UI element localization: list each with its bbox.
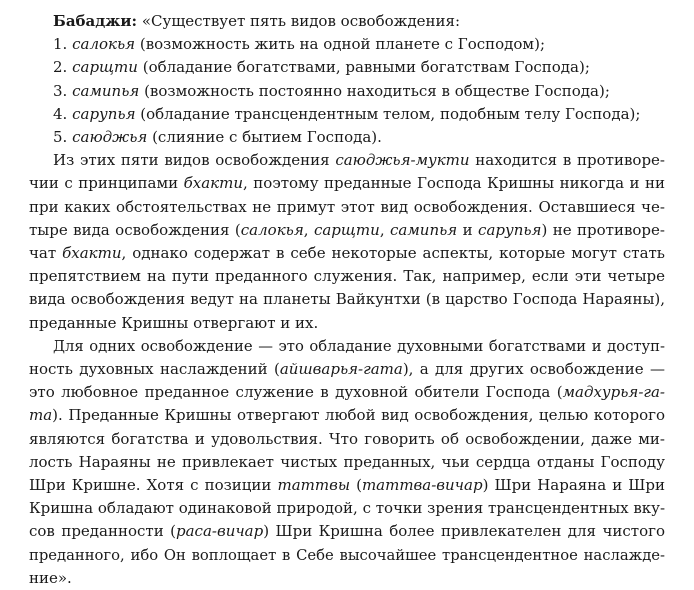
text-line [29, 196, 665, 219]
text-run: ). Преданные Кришны отвергают любой вид освобождения, целью которого [52, 406, 665, 425]
italic-term: самипья [72, 81, 140, 100]
text-line [29, 544, 665, 567]
text-line [29, 172, 665, 195]
italic-term: сарупья [478, 220, 542, 239]
speaker-label: Бабаджи: [53, 12, 138, 30]
text-line [29, 404, 665, 427]
text-line [29, 126, 665, 149]
text-run: ние». [29, 568, 72, 587]
text-run: находится в противоре- [469, 151, 665, 170]
italic-term: та [29, 406, 53, 425]
text-run: , [303, 220, 314, 239]
italic-term: салокья [72, 35, 136, 54]
italic-term: салокья [240, 220, 304, 239]
text-run: ность духовных наслаждений ( [29, 360, 280, 379]
text-line [29, 265, 665, 288]
text-line [29, 520, 665, 543]
text-line [29, 335, 665, 358]
text-run: Кришна обладают одинаковой природой, с точки зрения трансцендентных вку- [29, 499, 665, 518]
italic-term: мадхурья-га- [562, 383, 665, 402]
text-line [29, 242, 665, 265]
italic-term: сарупья [72, 104, 136, 123]
text-run: ) Шри Кришна более привлекателен для чистого [263, 522, 665, 541]
text-line [29, 381, 665, 404]
text-line [29, 149, 665, 172]
text-run: ), а для других освобождение — [402, 360, 665, 379]
text-run: преданные Кришны отвергают и их. [29, 313, 319, 332]
italic-term: раса-вичар [176, 522, 264, 541]
text-line [29, 103, 665, 126]
text-run: ) не противоре- [541, 220, 665, 239]
text-line [29, 288, 665, 311]
text-line [29, 358, 665, 381]
text-run: чат [29, 244, 63, 263]
text-run: вида освобождения ведут на планеты Вайкунтхи (в царство Господа Нараяны), [29, 290, 665, 309]
text-run: 4. [53, 104, 73, 123]
text-line [29, 10, 665, 33]
italic-term: таттвы [277, 476, 351, 495]
text-run: (обладание трансцендентным телом, подобным телу Господа); [135, 104, 641, 123]
text-run: Из этих пяти видов освобождения [53, 151, 336, 170]
italic-term: айшварья-гата [279, 360, 403, 379]
text-run: чии с принципами [29, 174, 184, 193]
text-run: ( [350, 476, 362, 495]
text-run: 1. [53, 35, 73, 54]
text-run: ) Шри Нараяна и Шри [482, 476, 665, 495]
italic-term: сарщти [72, 58, 138, 77]
text-line [29, 312, 665, 335]
text-run: (обладание богатствами, равными богатствам Господа); [137, 58, 590, 77]
text-run: , поэтому преданные Господа Кришны никогда и ни [243, 174, 665, 193]
italic-term: бхакти [183, 174, 244, 193]
text-run: (возможность постоянно находиться в обществе Господа); [139, 81, 610, 100]
text-line [29, 474, 665, 497]
text-run: лость Нараяны не привлекает чистых преданных, чьи сердца отданы Господу [29, 452, 665, 471]
italic-term: сарщти [313, 220, 380, 239]
text-run: тыре вида освобождения ( [29, 220, 241, 239]
text-line [29, 451, 665, 474]
text-run: , [379, 220, 390, 239]
italic-term: бхакти [62, 244, 122, 263]
text-line [29, 567, 665, 590]
text-run: препятствием на пути преданного служения. Так, например, если эти четыре [29, 267, 665, 286]
text-run: Шри Кришне. Хотя с позиции [29, 476, 278, 495]
text-run: это любовное преданное служение в духовной обители Господа ( [29, 383, 563, 402]
italic-term: самипья [390, 220, 458, 239]
text-run: (слияние с бытием Господа). [147, 128, 382, 147]
text-line [29, 219, 665, 242]
document-page [29, 10, 665, 590]
text-line [29, 33, 665, 56]
text-run: , однако содержат в себе некоторые аспекты, которые могут стать [121, 244, 665, 263]
text-run: преданного, ибо Он воплощает в Себе высочайшее трансцендентное наслажде- [29, 546, 665, 564]
text-run: сов преданности ( [29, 522, 176, 541]
text-line [29, 428, 665, 451]
italic-term: саюджья [72, 128, 148, 147]
text-line [29, 80, 665, 103]
text-run: и [457, 220, 479, 239]
text-run: 2. [53, 58, 73, 77]
text-run: 3. [53, 81, 73, 100]
text-run: Для одних освобождение — это обладание духовными богатствами и доступ- [53, 337, 665, 355]
text-line [29, 497, 665, 520]
text-line [29, 56, 665, 79]
text-run: 5. [53, 128, 73, 147]
text-run: при каких обстоятельствах не примут этот вид освобождения. Оставшиеся че- [29, 197, 665, 216]
italic-term: саюджья-мукти [335, 151, 470, 170]
text-run: являются богатства и удовольствия. Что говорить об освобождении, даже ми- [29, 429, 665, 448]
italic-term: таттва-вичар [361, 476, 483, 495]
text-run: «Существует пять видов освобождения: [137, 12, 461, 30]
text-run: (возможность жить на одной планете с Господом); [135, 35, 545, 54]
